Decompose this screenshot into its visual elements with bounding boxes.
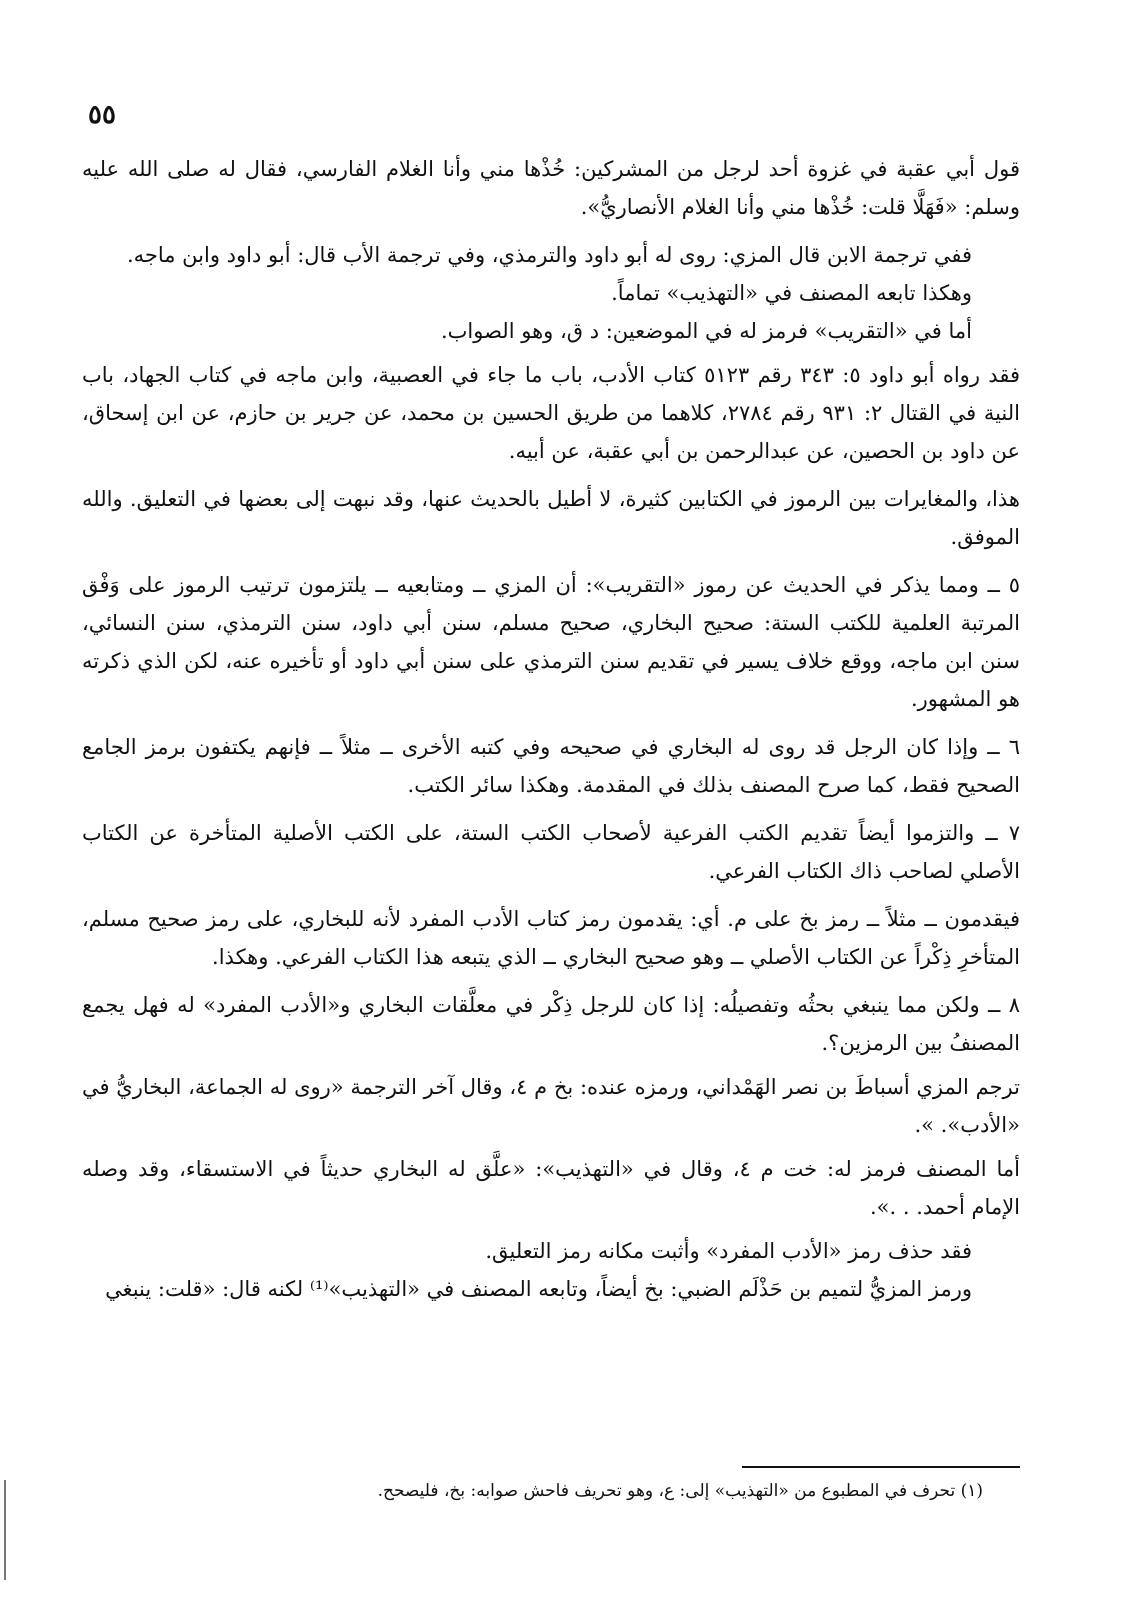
paragraph-hadith-quote: قول أبي عقبة في غزوة أحد لرجل من المشركين: خُذْها مني وأنا الغلام الفارسي، فقال له صلى الله عليه وسلم: «فَهَلَّا قلت: خُذْها مني وأنا الغلام الأنصاريُّ».	[82, 157, 1020, 219]
paragraph-asbat-biography: ترجم المزي أسباطَ بن نصر الهَمْداني، ورمزه عنده: بخ م ٤، وقال آخر الترجمة «روى له الجماعة، البخاريُّ في «الأدب». ».	[82, 1075, 1020, 1137]
paragraph-taqrib-symbols: أما في «التقريب» فرمز له في الموضعين: د ق، وهو الصواب.	[440, 319, 972, 343]
paragraph-point-8: ٨ ــ ولكن مما ينبغي بحثُه وتفصيلُه: إذا كان للرجل ذِكْر في معلَّقات البخاري و«الأدب المفرد» له فهل يجمع المصنفُ بين الرمزين؟.	[82, 993, 1020, 1055]
paragraph-tahdhib-follow: وهكذا تابعه المصنف في «التهذيب» تماماً.	[611, 281, 972, 305]
paragraph-author-symbol: أما المصنف فرمز له: خت م ٤، وقال في «التهذيب»: «علَّق له البخاري حديثاً في الاستسقاء، وقد وصله الإمام أحمد. . .».	[82, 1157, 1020, 1219]
paragraph-point-5: ٥ ــ ومما يذكر في الحديث عن رموز «التقريب»: أن المزي ــ ومتابعيه ــ يلتزمون ترتيب الرموز على وَفْق المرتبة العلمية للكتب الستة: صحيح البخاري، صحيح مسلم، سنن أبي داود، سنن الترمذي، سنن النسائي، سنن ابن ماجه، ووقع خلاف يسير في تقديم سنن الترمذي على سنن أبي داود أو تأخيره عنه، لكن الذي ذكرته هو المشهور.	[82, 573, 1020, 711]
paragraph-point-6: ٦ ــ وإذا كان الرجل قد روى له البخاري في صحيحه وفي كتبه الأخرى ــ مثلاً ــ فإنهم يكتفون برمز الجامع الصحيح فقط، كما صرح المصنف بذلك في المقدمة. وهكذا سائر الكتب.	[82, 735, 1020, 797]
paragraph-abu-dawud-narration: فقد رواه أبو داود ٥: ٣٤٣ رقم ٥١٢٣ كتاب الأدب، باب ما جاء في العصبية، وابن ماجه في كتاب الجهاد، باب النية في القتال ٢: ٩٣١ رقم ٢٧٨٤، كلاهما من طريق الحسين بن محمد، عن جرير بن حازم، عن ابن إسحاق، عن داود بن الحصين، عن عبدالرحمن بن أبي عقبة، عن أبيه.	[82, 363, 1020, 463]
paragraph-deleted-symbol: فقد حذف رمز «الأدب المفرد» وأثبت مكانه رمز التعليق.	[485, 1239, 972, 1263]
page-number: ٥٥	[88, 100, 116, 130]
paragraph-tamim-biography: ورمز المزيُّ لتميم بن حَذْلَم الضبي: بخ أيضاً، وتابعه المصنف في «التهذيب»⁽¹⁾ لكنه قال: «قلت: ينبغي	[105, 1277, 972, 1301]
main-text	[82, 150, 1020, 1308]
paragraph-son-biography: ففي ترجمة الابن قال المزي: روى له أبو داود والترمذي، وفي ترجمة الأب قال: أبو داود وابن ماجه.	[126, 243, 972, 267]
paragraph-differences: هذا، والمغايرات بين الرموز في الكتابين كثيرة، لا أطيل بالحديث عنها، وقد نبهت إلى بعضها في التعليق. والله الموفق.	[82, 487, 1020, 549]
paragraph-example-bukh: فيقدمون ــ مثلاً ــ رمز بخ على م. أي: يقدمون رمز كتاب الأدب المفرد لأنه للبخاري، على رمز صحيح مسلم، المتأخرِ ذِكْراً عن الكتاب الأصلي ــ وهو صحيح البخاري ــ الذي يتبعه هذا الكتاب الفرعي. وهكذا.	[82, 907, 1020, 969]
footnote: (١) تحرف في المطبوع من «التهذيب» إلى: ع، وهو تحريف فاحش صوابه: بخ، فليصحح.	[377, 1481, 983, 1501]
scan-edge-line	[4, 1480, 6, 1580]
footnote-divider	[742, 1466, 1020, 1468]
paragraph-point-7: ٧ ــ والتزموا أيضاً تقديم الكتب الفرعية لأصحاب الكتب الستة، على الكتب الأصلية المتأخرة عن الكتاب الأصلي لصاحب ذاك الكتاب الفرعي.	[82, 821, 1020, 883]
